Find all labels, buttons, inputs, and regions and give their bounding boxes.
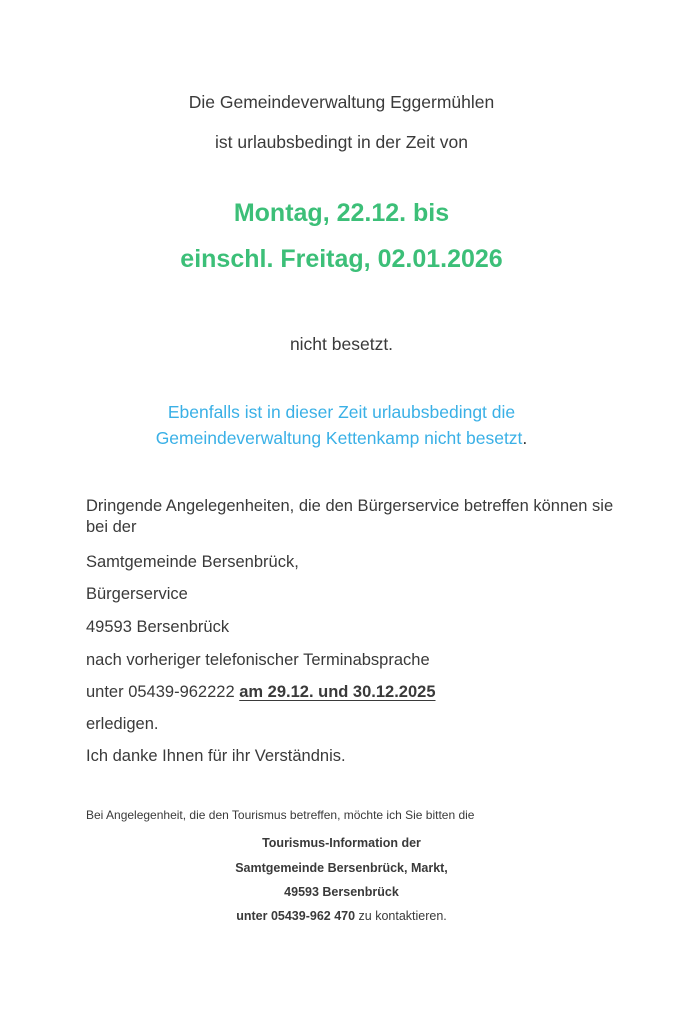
buergerservice-phone: unter 05439-962222 (86, 683, 240, 701)
tourism-intro: Bei Angelegenheit, die den Tourismus betreffen, möchte ich Sie bitten die (86, 808, 475, 822)
kettenkamp-line-2-text: Gemeindeverwaltung Kettenkamp nicht besetzt (155, 428, 523, 448)
tourism-suffix: zu kontaktieren. (355, 909, 447, 923)
date-range-end: einschl. Freitag, 02.01.2026 (180, 245, 503, 273)
tourism-line-1: Tourismus-Information der (262, 836, 421, 850)
closed-status: nicht besetzt. (289, 334, 394, 354)
tourism-contact (0, 909, 683, 923)
tourism-phone: unter 05439-962 470 (236, 909, 356, 923)
buergerservice-dates: am 29.12. und 30.12.2025 (239, 683, 436, 701)
kettenkamp-notice (0, 399, 683, 451)
buergerservice-note: nach vorheriger telefonischer Terminabsprache (86, 651, 430, 669)
date-range-start: Montag, 22.12. bis (233, 199, 450, 227)
buergerservice-dept: Bürgerservice (86, 585, 188, 603)
buergerservice-org: Samtgemeinde Bersenbrück, (86, 553, 299, 571)
buergerservice-city: 49593 Bersenbrück (86, 618, 230, 636)
tourism-line-2: Samtgemeinde Bersenbrück, Markt, (235, 861, 448, 875)
header-line-1: Die Gemeindeverwaltung Eggermühlen (188, 92, 495, 112)
kettenkamp-period: . (522, 428, 528, 448)
thanks-line: Ich danke Ihnen für ihr Verständnis. (86, 747, 346, 765)
buergerservice-closing: erledigen. (86, 715, 159, 733)
kettenkamp-line-1: Ebenfalls ist in dieser Zeit urlaubsbedingt die (167, 402, 516, 422)
buergerservice-phone-line (86, 682, 436, 703)
header-line-2: ist urlaubsbedingt in der Zeit von (215, 132, 468, 152)
buergerservice-intro: Dringende Angelegenheiten, die den Bürgerservice betreffen können sie bei der (86, 497, 614, 536)
tourism-line-3: 49593 Bersenbrück (284, 885, 399, 899)
kettenkamp-line-2 (0, 425, 683, 451)
